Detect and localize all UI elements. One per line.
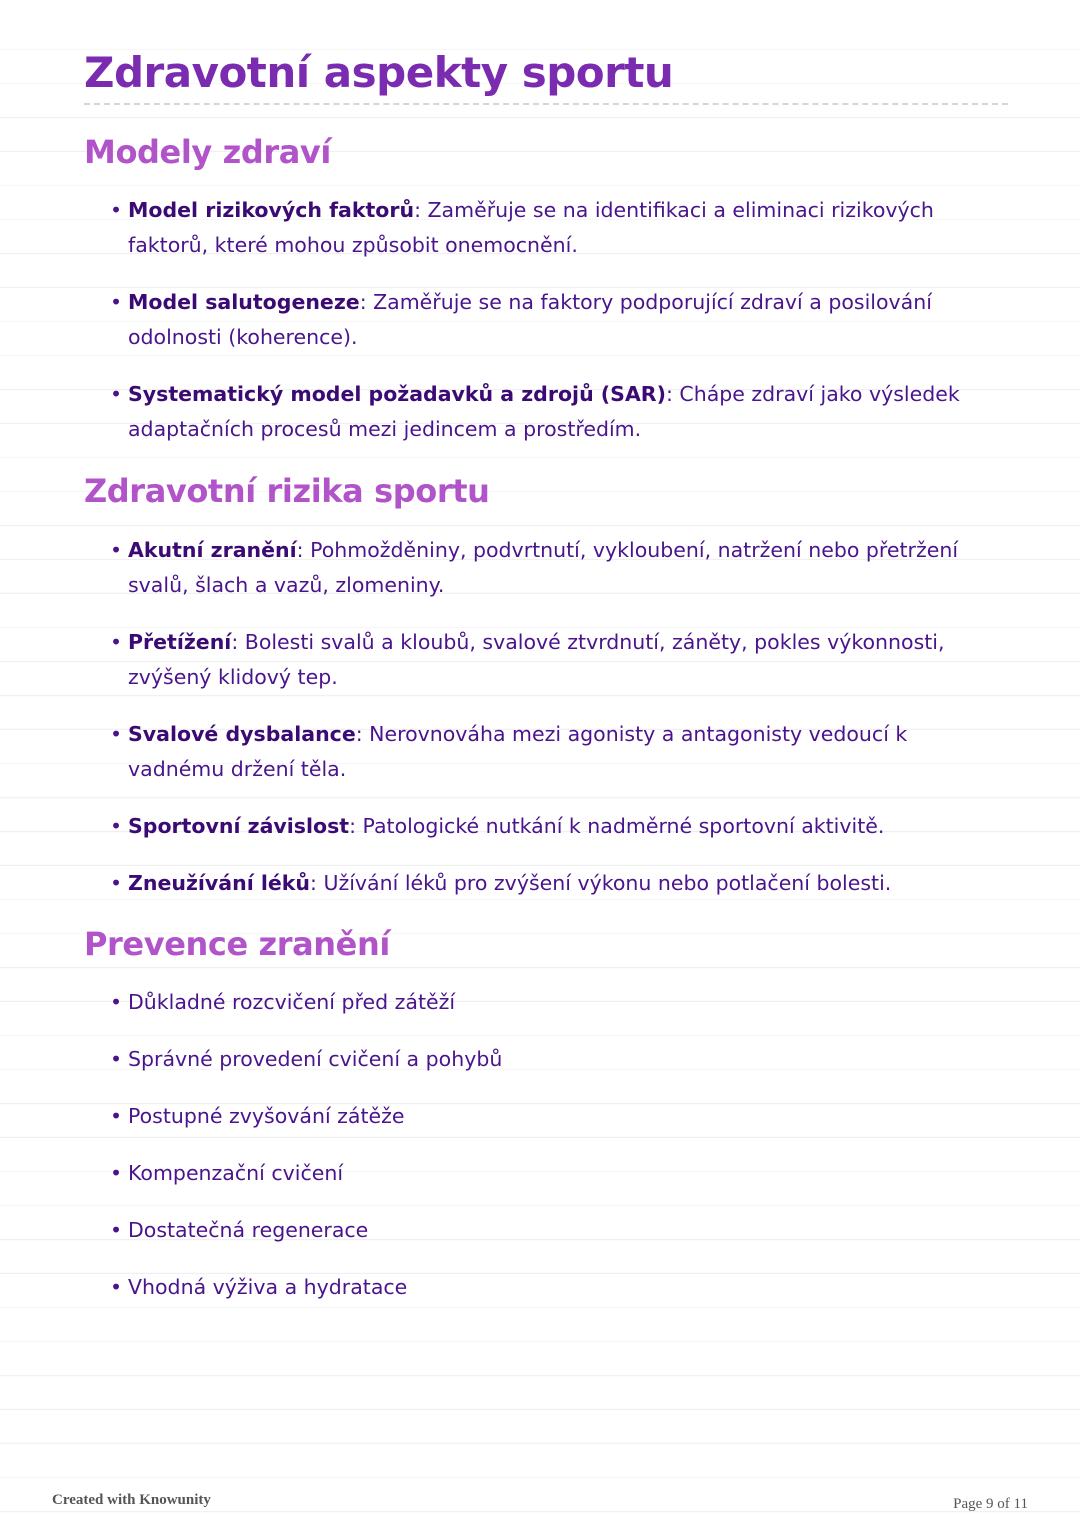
- page-title: Zdravotní aspekty sportu: [84, 48, 674, 97]
- bullet-icon: •: [110, 382, 123, 406]
- list-item: • Svalové dysbalance: Nerovnováha mezi agonisty a antagonisty vedoucí k vadnému držení těla.: [110, 717, 990, 787]
- bullet-icon: •: [110, 198, 123, 222]
- list-item: • Kompenzační cvičení: [110, 1156, 990, 1191]
- list-item: • Akutní zranění: Pohmožděniny, podvrtnutí, vykloubení, natržení nebo přetržení svalů, šlach a vazů, zlomeniny.: [110, 533, 990, 603]
- section-heading-models: Modely zdraví: [84, 133, 331, 171]
- bullet-icon: •: [110, 1218, 123, 1242]
- list-item: • Důkladné rozcvičení před zátěží: [110, 985, 990, 1020]
- list-item: • Model salutogeneze: Zaměřuje se na faktory podporující zdraví a posilování odolnosti (koherence).: [110, 285, 990, 355]
- bullet-icon: •: [110, 290, 123, 314]
- list-models: [110, 193, 990, 447]
- bullet-icon: •: [110, 871, 123, 895]
- list-item: • Dostatečná regenerace: [110, 1213, 990, 1248]
- list-item: • Sportovní závislost: Patologické nutkání k nadměrné sportovní aktivitě.: [110, 809, 990, 844]
- bullet-icon: •: [110, 1161, 123, 1185]
- list-item: • Postupné zvyšování zátěže: [110, 1099, 990, 1134]
- bullet-icon: •: [110, 990, 123, 1014]
- list-item: • Model rizikových faktorů: Zaměřuje se na identifikaci a eliminaci rizikových faktorů, které mohou způsobit onemocnění.: [110, 193, 990, 263]
- list-item: • Zneužívání léků: Užívání léků pro zvýšení výkonu nebo potlačení bolesti.: [110, 866, 990, 901]
- bullet-icon: •: [110, 538, 123, 562]
- footer-page-number: Page 9 of 11: [953, 1496, 1028, 1512]
- list-item: • Systematický model požadavků a zdrojů (SAR): Chápe zdraví jako výsledek adaptačních procesů mezi jedincem a prostředím.: [110, 377, 990, 447]
- list-prevention: [110, 985, 990, 1305]
- bullet-icon: •: [110, 1275, 123, 1299]
- bullet-icon: •: [110, 1047, 123, 1071]
- section-heading-prevention: Prevence zranění: [84, 925, 390, 963]
- footer-created-with: Created with Knowunity: [52, 1492, 211, 1508]
- bullet-icon: •: [110, 814, 123, 838]
- list-item: • Vhodná výživa a hydratace: [110, 1270, 990, 1305]
- bullet-icon: •: [110, 630, 123, 654]
- list-item: • Přetížení: Bolesti svalů a kloubů, svalové ztvrdnutí, záněty, pokles výkonnosti, zvýšený klidový tep.: [110, 625, 990, 695]
- section-heading-risks: Zdravotní rizika sportu: [84, 472, 490, 510]
- bullet-icon: •: [110, 722, 123, 746]
- bullet-icon: •: [110, 1104, 123, 1128]
- list-item: • Správné provedení cvičení a pohybů: [110, 1042, 990, 1077]
- title-divider: [84, 103, 1008, 105]
- list-risks: [110, 533, 990, 901]
